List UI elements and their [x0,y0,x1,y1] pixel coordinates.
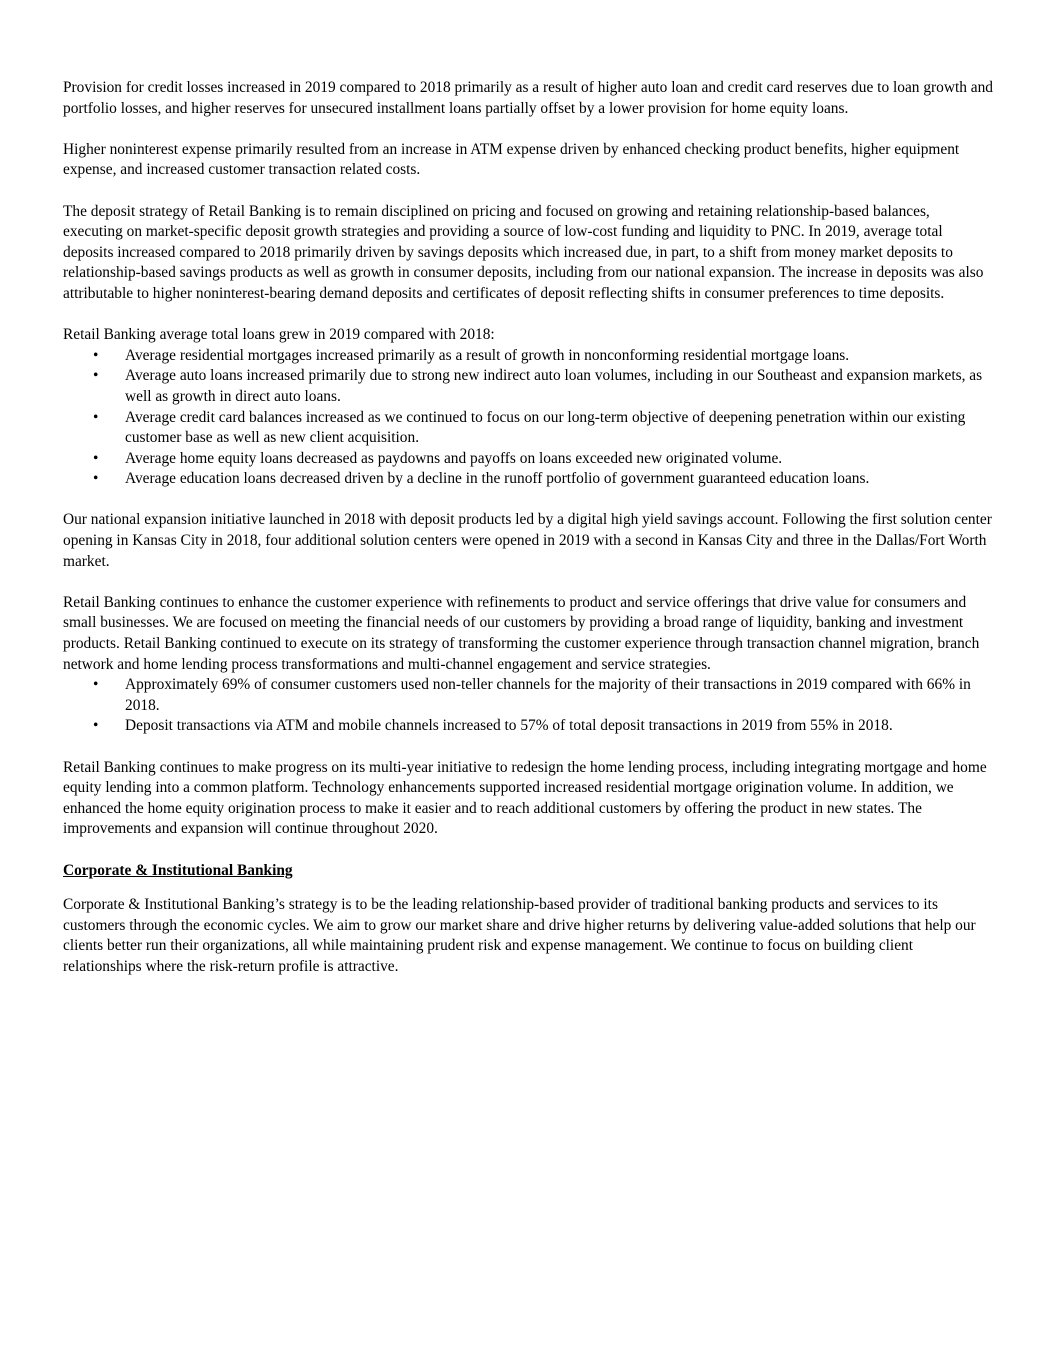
bullet-icon: • [93,367,99,385]
list-item-text: Average auto loans increased primarily due to strong new indirect auto loan volumes, including in our Southeast and expansion markets, as well as growth in direct auto loans. [125,367,983,405]
paragraph-loans-intro: Retail Banking average total loans grew in 2019 compared with 2018: [63,326,495,344]
bullet-icon: • [93,676,99,694]
bullet-icon: • [93,449,99,467]
list-item [63,449,993,470]
paragraph-cib-strategy: Corporate & Institutional Banking’s strategy is to be the leading relationship-based provider of traditional banking products and services to its customers through the economic cycles. We aim to grow our market share and drive higher returns by delivering value-added solutions that help our clients better run their organizations, all while maintaining prudent risk and expense management. We continue to focus on building client relationships where the risk-return profile is attractive. [63,896,976,975]
list-item-text: Deposit transactions via ATM and mobile channels increased to 57% of total deposit transactions in 2019 from 55% in 2018. [125,717,893,735]
paragraph-noninterest-expense: Higher noninterest expense primarily resulted from an increase in ATM expense driven by enhanced checking product benefits, higher equipment expense, and increased customer transaction related costs. [63,140,960,179]
bullet-icon: • [93,717,99,735]
loan-bullet-list [63,346,993,490]
list-item [63,675,993,716]
list-item [63,408,993,449]
list-item [63,469,993,490]
bullet-icon: • [93,408,99,426]
section-heading-corporate-institutional-banking: Corporate & Institutional Banking [63,861,293,879]
paragraph-deposit-strategy: The deposit strategy of Retail Banking is to remain disciplined on pricing and focused on growing and retaining relationship-based balances, executing on market-specific deposit growth strategies and providing a source of low-cost funding and liquidity to PNC. In 2019, average total deposits increased compared to 2018 primarily driven by savings deposits which increased due, in part, to a shift from money market deposits to relationship-based savings products as well as growth in consumer deposits, including from our national expansion. The increase in deposits was also attributable to higher noninterest-bearing demand deposits and certificates of deposit reflecting shifts in consumer preferences to time deposits. [63,202,984,302]
list-item [63,366,993,407]
list-item-text: Approximately 69% of consumer customers used non-teller channels for the majority of their transactions in 2019 compared with 66% in 2018. [125,676,971,714]
paragraph-national-expansion: Our national expansion initiative launched in 2018 with deposit products led by a digital high yield savings account. Following the first solution center opening in Kansas City in 2018, four additional solution centers were opened in 2019 with a second in Kansas City and three in the Dallas/Fort Worth market. [63,511,992,570]
list-item [63,346,993,367]
document-page [63,78,993,998]
paragraph-customer-experience: Retail Banking continues to enhance the customer experience with refinements to product and service offerings that drive value for consumers and small businesses. We are focused on meeting the financial needs of our customers by providing a broad range of liquidity, banking and investment products. Retail Banking continued to execute on its strategy of transforming the customer experience through transaction channel migration, branch network and home lending process transformations and multi-channel engagement and service strategies. [63,593,980,673]
list-item-text: Average home equity loans decreased as paydowns and payoffs on loans exceeded new originated volume. [125,449,783,467]
paragraph-home-lending: Retail Banking continues to make progress on its multi-year initiative to redesign the home lending process, including integrating mortgage and home equity lending into a common platform. Technology enhancements supported increased residential mortgage origination volume. In addition, we enhanced the home equity origination process to make it easier and to reach additional customers by offering the product in new states. The improvements and expansion will continue throughout 2020. [63,758,987,838]
bullet-icon: • [93,346,99,364]
channel-bullet-list [63,675,993,737]
list-item [63,716,993,737]
bullet-icon: • [93,470,99,488]
paragraph-provision-credit-losses: Provision for credit losses increased in 2019 compared to 2018 primarily as a result of higher auto loan and credit card reserves due to loan growth and portfolio losses, and higher reserves for unsecured installment loans partially offset by a lower provision for home equity loans. [63,79,994,117]
list-item-text: Average residential mortgages increased primarily as a result of growth in nonconforming residential mortgage loans. [125,346,850,364]
list-item-text: Average credit card balances increased as we continued to focus on our long-term objective of deepening penetration within our existing customer base as well as new client acquisition. [125,408,966,447]
list-item-text: Average education loans decreased driven by a decline in the runoff portfolio of government guaranteed education loans. [125,470,870,488]
